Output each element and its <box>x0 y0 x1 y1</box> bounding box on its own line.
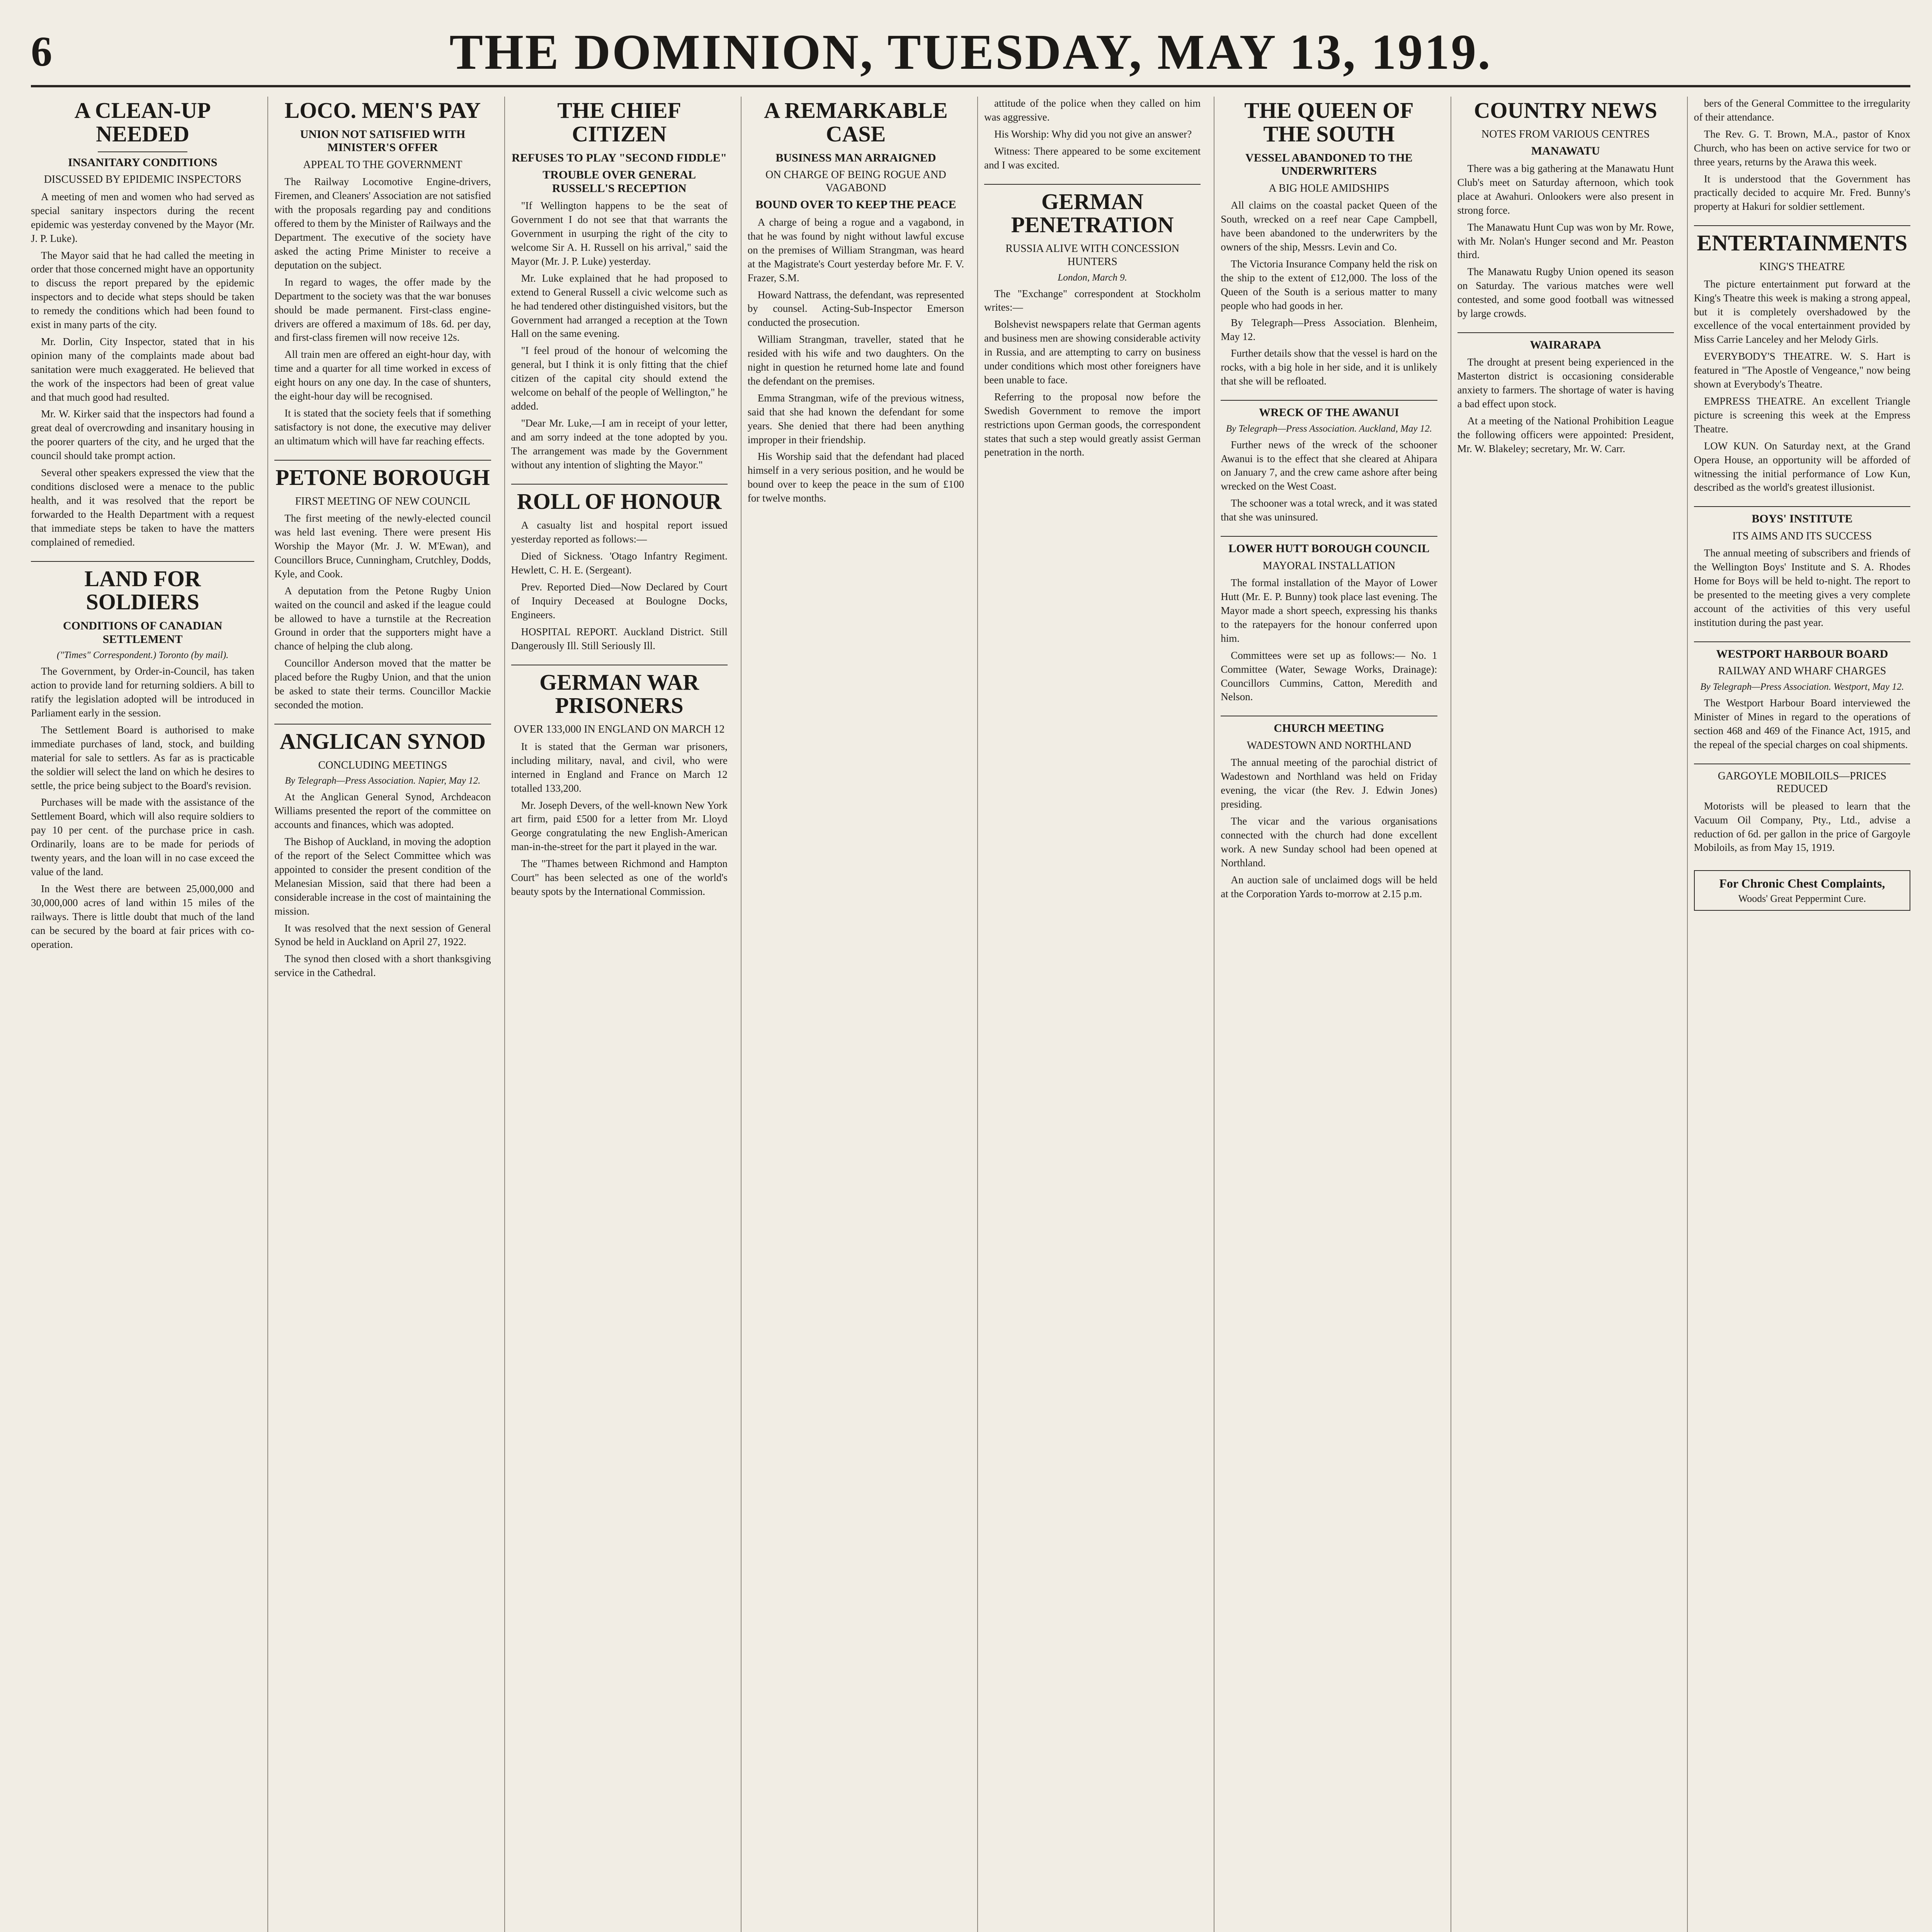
paragraph: The formal installation of the Mayor of Lower Hutt (Mr. E. P. Bunny) took place last evening. The Mayor made a short speech, expressing his thanks to the ratepayers for the honour conferred upon him. <box>1221 577 1437 644</box>
paragraph: Died of Sickness. 'Otago Infantry Regiment. Hewlett, C. H. E. (Sergeant). <box>511 550 728 576</box>
column-1 <box>31 97 254 1932</box>
paragraph: Prev. Reported Died—Now Declared by Court of Inquiry Deceased at Boulogne Docks, Engineers. <box>511 581 728 621</box>
paragraph: attitude of the police when they called on him was aggressive. <box>984 97 1201 123</box>
paragraph: The Settlement Board is authorised to make immediate purchases of land, stock, and building material for sale to settlers. As far as is practicable the soldier will select the land on which he desires to settle, the price being subject to the Board's revision. <box>31 724 255 791</box>
article-headline: LOWER HUTT BOROUGH COUNCIL <box>1228 542 1430 555</box>
paragraph: EVERYBODY'S THEATRE. W. S. Hart is featured in "The Apostle of Vengeance," now being shown at Everybody's Theatre. <box>1694 350 1910 390</box>
article-subhead: OVER 133,000 IN ENGLAND ON MARCH 12 <box>514 723 725 736</box>
paragraph: A deputation from the Petone Rugby Union waited on the council and asked if the league could be allowed to have a turnstile at the Recreation Ground in order that the supporters might have a chance of helping the club along. <box>274 585 491 652</box>
article-entertainments <box>1694 231 1910 495</box>
paragraph: The schooner was a total wreck, and it was stated that she was uninsured. <box>1221 497 1437 523</box>
paragraph: The vicar and the various organisations connected with the church had done excellent work. A new Sunday school had been opened at Northland. <box>1221 815 1437 869</box>
article-subhead: RUSSIA ALIVE WITH CONCESSION HUNTERS <box>1005 243 1180 268</box>
paragraph: Purchases will be made with the assistance of the Settlement Board, which will also require soldiers to pay 10 per cent. of the purchase price in cash. Ordinarily, loans are to be made for periods of twenty years, and the loan will in no case exceed the value of the land. <box>31 796 255 878</box>
article-headline: ENTERTAINMENTS <box>1697 230 1908 256</box>
article-anglican-synod <box>274 730 491 980</box>
newspaper-title: THE DOMINION, TUESDAY, MAY 13, 1919. <box>449 24 1492 80</box>
article-boys-institute <box>1694 512 1910 630</box>
paragraph: It is stated that the society feels that if something satisfactory is not done, the executive may deliver an ultimatum which will have far reaching effects. <box>274 407 491 447</box>
paragraph: The Bishop of Auckland, in moving the adoption of the report of the Select Committee which was appointed to consider the present condition of the Melanesian Mission, said that there had been a considerable increase in the cost of maintaining the mission. <box>274 836 491 917</box>
article-wreck-of-awanui <box>1221 406 1437 524</box>
article-headline: THE CHIEF CITIZEN <box>557 98 681 146</box>
article-headline: COUNTRY NEWS <box>1474 98 1657 123</box>
article-subhead: CONCLUDING MEETINGS <box>318 759 447 771</box>
article-subhead: WADESTOWN AND NORTHLAND <box>1247 739 1412 752</box>
article-wairarapa <box>1458 338 1674 456</box>
paragraph: The drought at present being experienced in the Masterton district is occasioning considerable anxiety to farmers. The shortage of water is having a bad effect upon stock. <box>1457 356 1674 410</box>
paragraph: The synod then closed with a short thanksgiving service in the Cathedral. <box>274 953 491 979</box>
article-clean-up-needed <box>31 99 254 549</box>
paragraph: The "Exchange" correspondent at Stockholm writes:— <box>984 287 1201 313</box>
article-remarkable-case-continued <box>984 97 1201 172</box>
paragraph: The Railway Locomotive Engine-drivers, Firemen, and Cleaners' Association are not satisfied with the proposals regarding pay and conditions offered to them by the Minister of Railways and the Department. The executive of the society have asked the acting Prime Minister to receive a deputation on the subject. <box>274 176 491 271</box>
article-headline: CHURCH MEETING <box>1274 722 1384 735</box>
divider <box>1694 641 1910 642</box>
section-subhead: MANAWATU <box>1531 145 1600 158</box>
article-roll-of-honour <box>511 490 728 653</box>
divider <box>511 484 728 485</box>
article-subhead: BUSINESS MAN ARRAIGNED <box>776 151 936 164</box>
divider <box>1458 332 1674 333</box>
article-byline: ("Times" Correspondent.) Toronto (by mail). <box>56 650 229 661</box>
article-subhead: BOUND OVER TO KEEP THE PEACE <box>755 198 956 211</box>
article-church-meeting <box>1221 722 1437 901</box>
section-subhead: WAIRARAPA <box>1530 338 1601 351</box>
paragraph: At a meeting of the National Prohibition League the following officers were appointed: President, Mr. W. Blakeley; secretary, Mr. W. Carr. <box>1457 415 1674 454</box>
divider <box>31 561 254 562</box>
paragraph: Several other speakers expressed the view that the conditions disclosed were a menace to the public health, and it was resolved that the report be forwarded to the Health Department with a request that immediate steps be taken to have the matters complained of remedied. <box>31 467 255 548</box>
article-continued <box>1694 97 1910 214</box>
article-headline: GERMAN PENETRATION <box>1011 189 1174 238</box>
paragraph: Motorists will be pleased to learn that the Vacuum Oil Company, Pty., Ltd., advise a reduction of 6d. per gallon in the price of Gargoyle Mobiloils, as from May 15, 1919. <box>1694 800 1910 854</box>
article-subhead: ON CHARGE OF BEING ROGUE AND VAGABOND <box>765 169 946 194</box>
article-headline: LOCO. MEN'S PAY <box>284 98 481 123</box>
paragraph: Emma Strangman, wife of the previous witness, said that she had known the defendant for some years. She denied that there had been anything improper in their friendship. <box>747 392 964 446</box>
divider <box>274 460 491 461</box>
article-remarkable-case <box>748 99 964 505</box>
paragraph: The annual meeting of the parochial district of Wadestown and Northland was held on Friday evening, the vicar (the Rev. J. Edwin Jones) presiding. <box>1221 757 1437 810</box>
page-number: 6 <box>31 28 52 75</box>
paragraph: Mr. Joseph Devers, of the well-known New York art firm, paid £500 for a letter from Mr. Lloyd George congratulating the new English-American man-in-the-street for the part it played in the war. <box>511 799 728 853</box>
paragraph: In the West there are between 25,000,000 and 30,000,000 acres of land within 15 miles of the railways. There is little doubt that much of the land can be secured by the board at fair prices with co-operation. <box>31 883 255 950</box>
paragraph: The Victoria Insurance Company held the risk on the ship to the extent of £12,000. The loss of the Queen of the South is a serious matter to many people who had goods in her. <box>1221 258 1437 311</box>
paragraph: An auction sale of unclaimed dogs will be held at the Corporation Yards to-morrow at 2.15 p.m. <box>1221 874 1437 900</box>
article-headline: WESTPORT HARBOUR BOARD <box>1716 647 1888 660</box>
article-headline: A CLEAN-UP NEEDED <box>74 98 211 146</box>
article-subhead: CONDITIONS OF CANADIAN SETTLEMENT <box>63 619 223 646</box>
paragraph: The Government, by Order-in-Council, has taken action to provide land for returning soldiers. A bill to ratify the legislation adopted will be introduced in Parliament early in the session. <box>31 665 255 719</box>
article-headline: THE QUEEN OF THE SOUTH <box>1244 98 1414 146</box>
divider <box>1221 536 1437 537</box>
ad-line: For Chronic Chest Complaints, <box>1719 876 1885 891</box>
article-subhead: TROUBLE OVER GENERAL RUSSELL'S RECEPTION <box>543 168 696 195</box>
paragraph: In regard to wages, the offer made by the Department to the society was that the war bonuses should be made permanent. First-class engine-drivers are offered a maximum of 18s. 6d. per day, and first-class firemen will now receive 12s. <box>274 276 491 344</box>
paragraph: William Strangman, traveller, stated that he resided with his wife and two daughters. On the night in question he returned home late and found the defendant on the premises. <box>747 333 964 387</box>
paragraph: A casualty list and hospital report issued yesterday reported as follows:— <box>511 519 728 545</box>
article-gargoyle-mobiloils <box>1694 770 1910 855</box>
article-headline: LAND FOR SOLDIERS <box>84 566 201 615</box>
masthead <box>31 19 1910 87</box>
paragraph: It was resolved that the next session of General Synod be held in Auckland on April 27, 1922. <box>274 922 491 948</box>
article-headline: GARGOYLE MOBILOILS—PRICES REDUCED <box>1718 770 1887 795</box>
paragraph: Mr. Dorlin, City Inspector, stated that in his opinion many of the complaints made about bad sanitation were much exaggerated. He believed that the work of the inspectors had been of great value and that much good had resulted. <box>31 335 255 403</box>
paragraph: Further news of the wreck of the schooner Awanui is to the effect that she cleared at Ahipara on January 7, and the crew came ashore after being wrecked on the West Coast. <box>1221 439 1437 492</box>
paragraph: Howard Nattrass, the defendant, was represented by counsel. Acting-Sub-Inspector Emerson conducted the prosecution. <box>747 289 964 328</box>
article-chief-citizen <box>511 99 728 472</box>
article-headline: ROLL OF HONOUR <box>517 488 722 514</box>
article-byline: By Telegraph—Press Association. Westport, May 12. <box>1700 681 1904 692</box>
paragraph: bers of the General Committee to the irregularity of their attendance. <box>1694 97 1910 123</box>
paragraph: LOW KUN. On Saturday next, at the Grand Opera House, an opportunity will be afforded of witnessing the initial performance of Low Kun, described as the world's greatest illusionist. <box>1694 440 1910 493</box>
columns <box>31 97 1910 1932</box>
article-country-news <box>1458 99 1674 321</box>
article-subhead: RAILWAY AND WHARF CHARGES <box>1718 665 1886 677</box>
article-headline: PETONE BOROUGH <box>275 464 490 490</box>
paragraph: HOSPITAL REPORT. Auckland District. Still Dangerously Ill. Still Seriously Ill. <box>511 626 728 651</box>
article-subhead: VESSEL ABANDONED TO THE UNDERWRITERS <box>1245 151 1413 178</box>
paragraph: His Worship said that the defendant had placed himself in a very serious position, and he would be bound over to keep the peace in the sum of £100 for twelve months. <box>747 451 964 504</box>
paragraph: By Telegraph—Press Association. Blenheim, May 12. <box>1221 316 1437 342</box>
paragraph: Further details show that the vessel is hard on the rocks, with a big hole in her side, and it is unlikely that she will be refloated. <box>1221 347 1437 387</box>
paragraph: "Dear Mr. Luke,—I am in receipt of your letter, and am sorry indeed at the tone adopted by you. The arrangement was made by the Government without any intention of slighting the Mayor." <box>511 417 728 471</box>
article-queen-of-the-south <box>1221 99 1437 388</box>
column-5 <box>977 97 1201 1932</box>
paragraph: It is stated that the German war prisoners, including military, naval, and civil, who were interned in England and France on March 12 totalled 133,200. <box>511 740 728 794</box>
advertisement <box>1694 870 1910 911</box>
article-subhead: NOTES FROM VARIOUS CENTRES <box>1481 128 1650 140</box>
article-loco-mens-pay <box>274 99 491 448</box>
paragraph: The Rev. G. T. Brown, M.A., pastor of Knox Church, who has been on active service for two or three years, returns by the Arawa this week. <box>1694 128 1910 168</box>
paragraph: Bolshevist newspapers relate that German agents and business men are showing considerable activity in Russia, and are attempting to carry on business under conditions which most other foreigners have been unable to face. <box>984 318 1201 386</box>
article-subhead: MAYORAL INSTALLATION <box>1262 560 1396 572</box>
paragraph: The annual meeting of subscribers and friends of the Wellington Boys' Institute and S. A. Rhodes Home for Boys will be held to-night. The report to be presented to the meeting gives a very complete account of the activities of this very useful institution during the past year. <box>1694 547 1910 628</box>
paragraph: It is understood that the Government has practically decided to acquire Mr. Fred. Bunny's property at Hakuri for soldier settlement. <box>1694 173 1910 213</box>
paragraph: Mr. Luke explained that he had proposed to extend to General Russell a civic welcome such as he had tendered other distinguished visitors, but the Government had arranged a reception at the Town Hall on the same evening. <box>511 272 728 340</box>
article-subhead: UNION NOT SATISFIED WITH MINISTER'S OFFER <box>300 128 466 154</box>
column-3 <box>504 97 728 1932</box>
article-subhead: ITS AIMS AND ITS SUCCESS <box>1732 530 1872 542</box>
article-headline: ANGLICAN SYNOD <box>279 728 486 754</box>
paragraph: All train men are offered an eight-hour day, with time and a quarter for all time worked in excess of eight hours on any one day. In the case of shunters, the eight-hour day will be recognised. <box>274 349 491 402</box>
article-westport-harbour <box>1694 648 1910 752</box>
paragraph: A charge of being a rogue and a vagabond, in that he was found by night without lawful excuse on the premises of William Strangman, was heard at the Magistrate's Court yesterday before Mr. F. V. Frazer, S.M. <box>747 216 964 284</box>
paragraph: The Westport Harbour Board interviewed the Minister of Mines in regard to the operations of section 468 and 469 of the Finance Act, 1915, and the repeal of the special charges on coal shipments. <box>1694 697 1910 750</box>
divider <box>98 151 187 152</box>
column-4 <box>741 97 964 1932</box>
divider <box>1694 506 1910 507</box>
paragraph: The "Thames between Richmond and Hampton Court" has been selected as one of the world's beauty spots by the International Commission. <box>511 858 728 897</box>
paragraph: The Manawatu Hunt Cup was won by Mr. Rowe, with Mr. Nolan's Hunger second and Mr. Peaston third. <box>1457 221 1674 261</box>
article-lower-hutt-council <box>1221 542 1437 704</box>
paragraph: "If Wellington happens to be the seat of Government I do not see that that warrants the Government in usurping the right of the city to welcome Sir A. H. Russell on his arrival," said the Mayor (Mr. J. P. Luke) yesterday. <box>511 200 728 267</box>
article-headline: A REMARKABLE CASE <box>764 98 948 146</box>
article-subhead: A BIG HOLE AMIDSHIPS <box>1269 182 1389 194</box>
paragraph: Witness: There appeared to be some excitement and I was excited. <box>984 145 1201 171</box>
paragraph: Referring to the proposal now before the Swedish Government to remove the import restrictions upon German goods, the correspondent states that such a step would greatly assist German penetration in the north. <box>984 391 1201 458</box>
article-land-for-soldiers <box>31 567 254 952</box>
paragraph: EMPRESS THEATRE. An excellent Triangle picture is screening this week at the Empress Theatre. <box>1694 395 1910 435</box>
article-byline: By Telegraph—Press Association. Napier, May 12. <box>285 776 481 786</box>
article-headline: WRECK OF THE AWANUI <box>1259 406 1399 419</box>
article-headline: GERMAN WAR PRISONERS <box>539 669 699 718</box>
article-subhead: KING'S THEATRE <box>1759 261 1845 273</box>
paragraph: The Manawatu Rugby Union opened its season on Saturday. The various matches were well contested, and some good football was witnessed by large crowds. <box>1457 266 1674 320</box>
paragraph: The picture entertainment put forward at the King's Theatre this week is making a strong appeal, but it is completely overshadowed by the excellence of the vocal entertainment provided by Miss Carrie Lanceley and her Melody Girls. <box>1694 278 1910 345</box>
paragraph: All claims on the coastal packet Queen of the South, wrecked on a reef near Cape Campbell, have been abandoned to the underwriters by the owners of the ship, Messrs. Levin and Co. <box>1221 199 1437 253</box>
paragraph: A meeting of men and women who had served as special sanitary inspectors during the recent epidemic was yesterday convened by the Mayor (Mr. J. P. Luke). <box>31 190 255 244</box>
article-petone-borough <box>274 466 491 712</box>
paragraph: The Mayor said that he had called the meeting in order that those concerned might have an opportunity to discuss the report prepared by the epidemic inspectors and to decide what steps should be taken to remedy the conditions which had been found to exist in many parts of the city. <box>31 249 255 331</box>
paragraph: There was a big gathering at the Manawatu Hunt Club's meet on Saturday afternoon, which took place at Awahuri. Onlookers were also present in strong force. <box>1457 162 1674 216</box>
divider <box>984 184 1201 185</box>
ad-line: Woods' Great Peppermint Cure. <box>1738 893 1866 905</box>
paragraph: "I feel proud of the honour of welcoming the general, but I think it is only fitting that the chief citizen of the capital city should extend the welcome on behalf of the people of Wellington," he added. <box>511 345 728 412</box>
column-6 <box>1214 97 1437 1932</box>
paragraph: Councillor Anderson moved that the matter be placed before the Rugby Union, and that the union be asked to state their terms. Councillor Mackie seconded the motion. <box>274 657 491 711</box>
article-byline: By Telegraph—Press Association. Auckland, May 12. <box>1226 423 1432 434</box>
paragraph: Mr. W. Kirker said that the inspectors had found a great deal of overcrowding and insanitary housing in the poorer quarters of the city, and he urged that the council should take prompt action. <box>31 408 255 462</box>
column-2 <box>267 97 491 1932</box>
paragraph: At the Anglican General Synod, Archdeacon Williams presented the report of the committee on accounts and finances, which was adopted. <box>274 791 491 831</box>
article-subhead: FIRST MEETING OF NEW COUNCIL <box>295 495 470 507</box>
column-8 <box>1687 97 1910 1932</box>
article-subhead: DISCUSSED BY EPIDEMIC INSPECTORS <box>44 173 242 186</box>
article-subhead: INSANITARY CONDITIONS <box>68 156 218 169</box>
paragraph: Committees were set up as follows:— No. 1 Committee (Water, Sewage Works, Drainage): Councillors Cummins, Catton, Meredith and Nelson. <box>1221 649 1437 703</box>
article-byline: London, March 9. <box>1058 272 1127 283</box>
divider <box>1694 225 1910 226</box>
article-german-penetration <box>984 190 1201 460</box>
paragraph: The first meeting of the newly-elected council was held last evening. There were present His Worship the Mayor (Mr. J. W. M'Ewan), and Councillors Bruce, Cunningham, Crutchley, Dodds, Kyle, and Cook. <box>274 512 491 580</box>
column-7 <box>1451 97 1674 1932</box>
article-subhead: APPEAL TO THE GOVERNMENT <box>303 158 463 171</box>
article-headline: BOYS' INSTITUTE <box>1752 512 1853 526</box>
paragraph: His Worship: Why did you not give an answer? <box>994 128 1192 140</box>
article-german-war-prisoners <box>511 671 728 899</box>
divider <box>1221 400 1437 401</box>
article-subhead: REFUSES TO PLAY "SECOND FIDDLE" <box>512 151 727 164</box>
